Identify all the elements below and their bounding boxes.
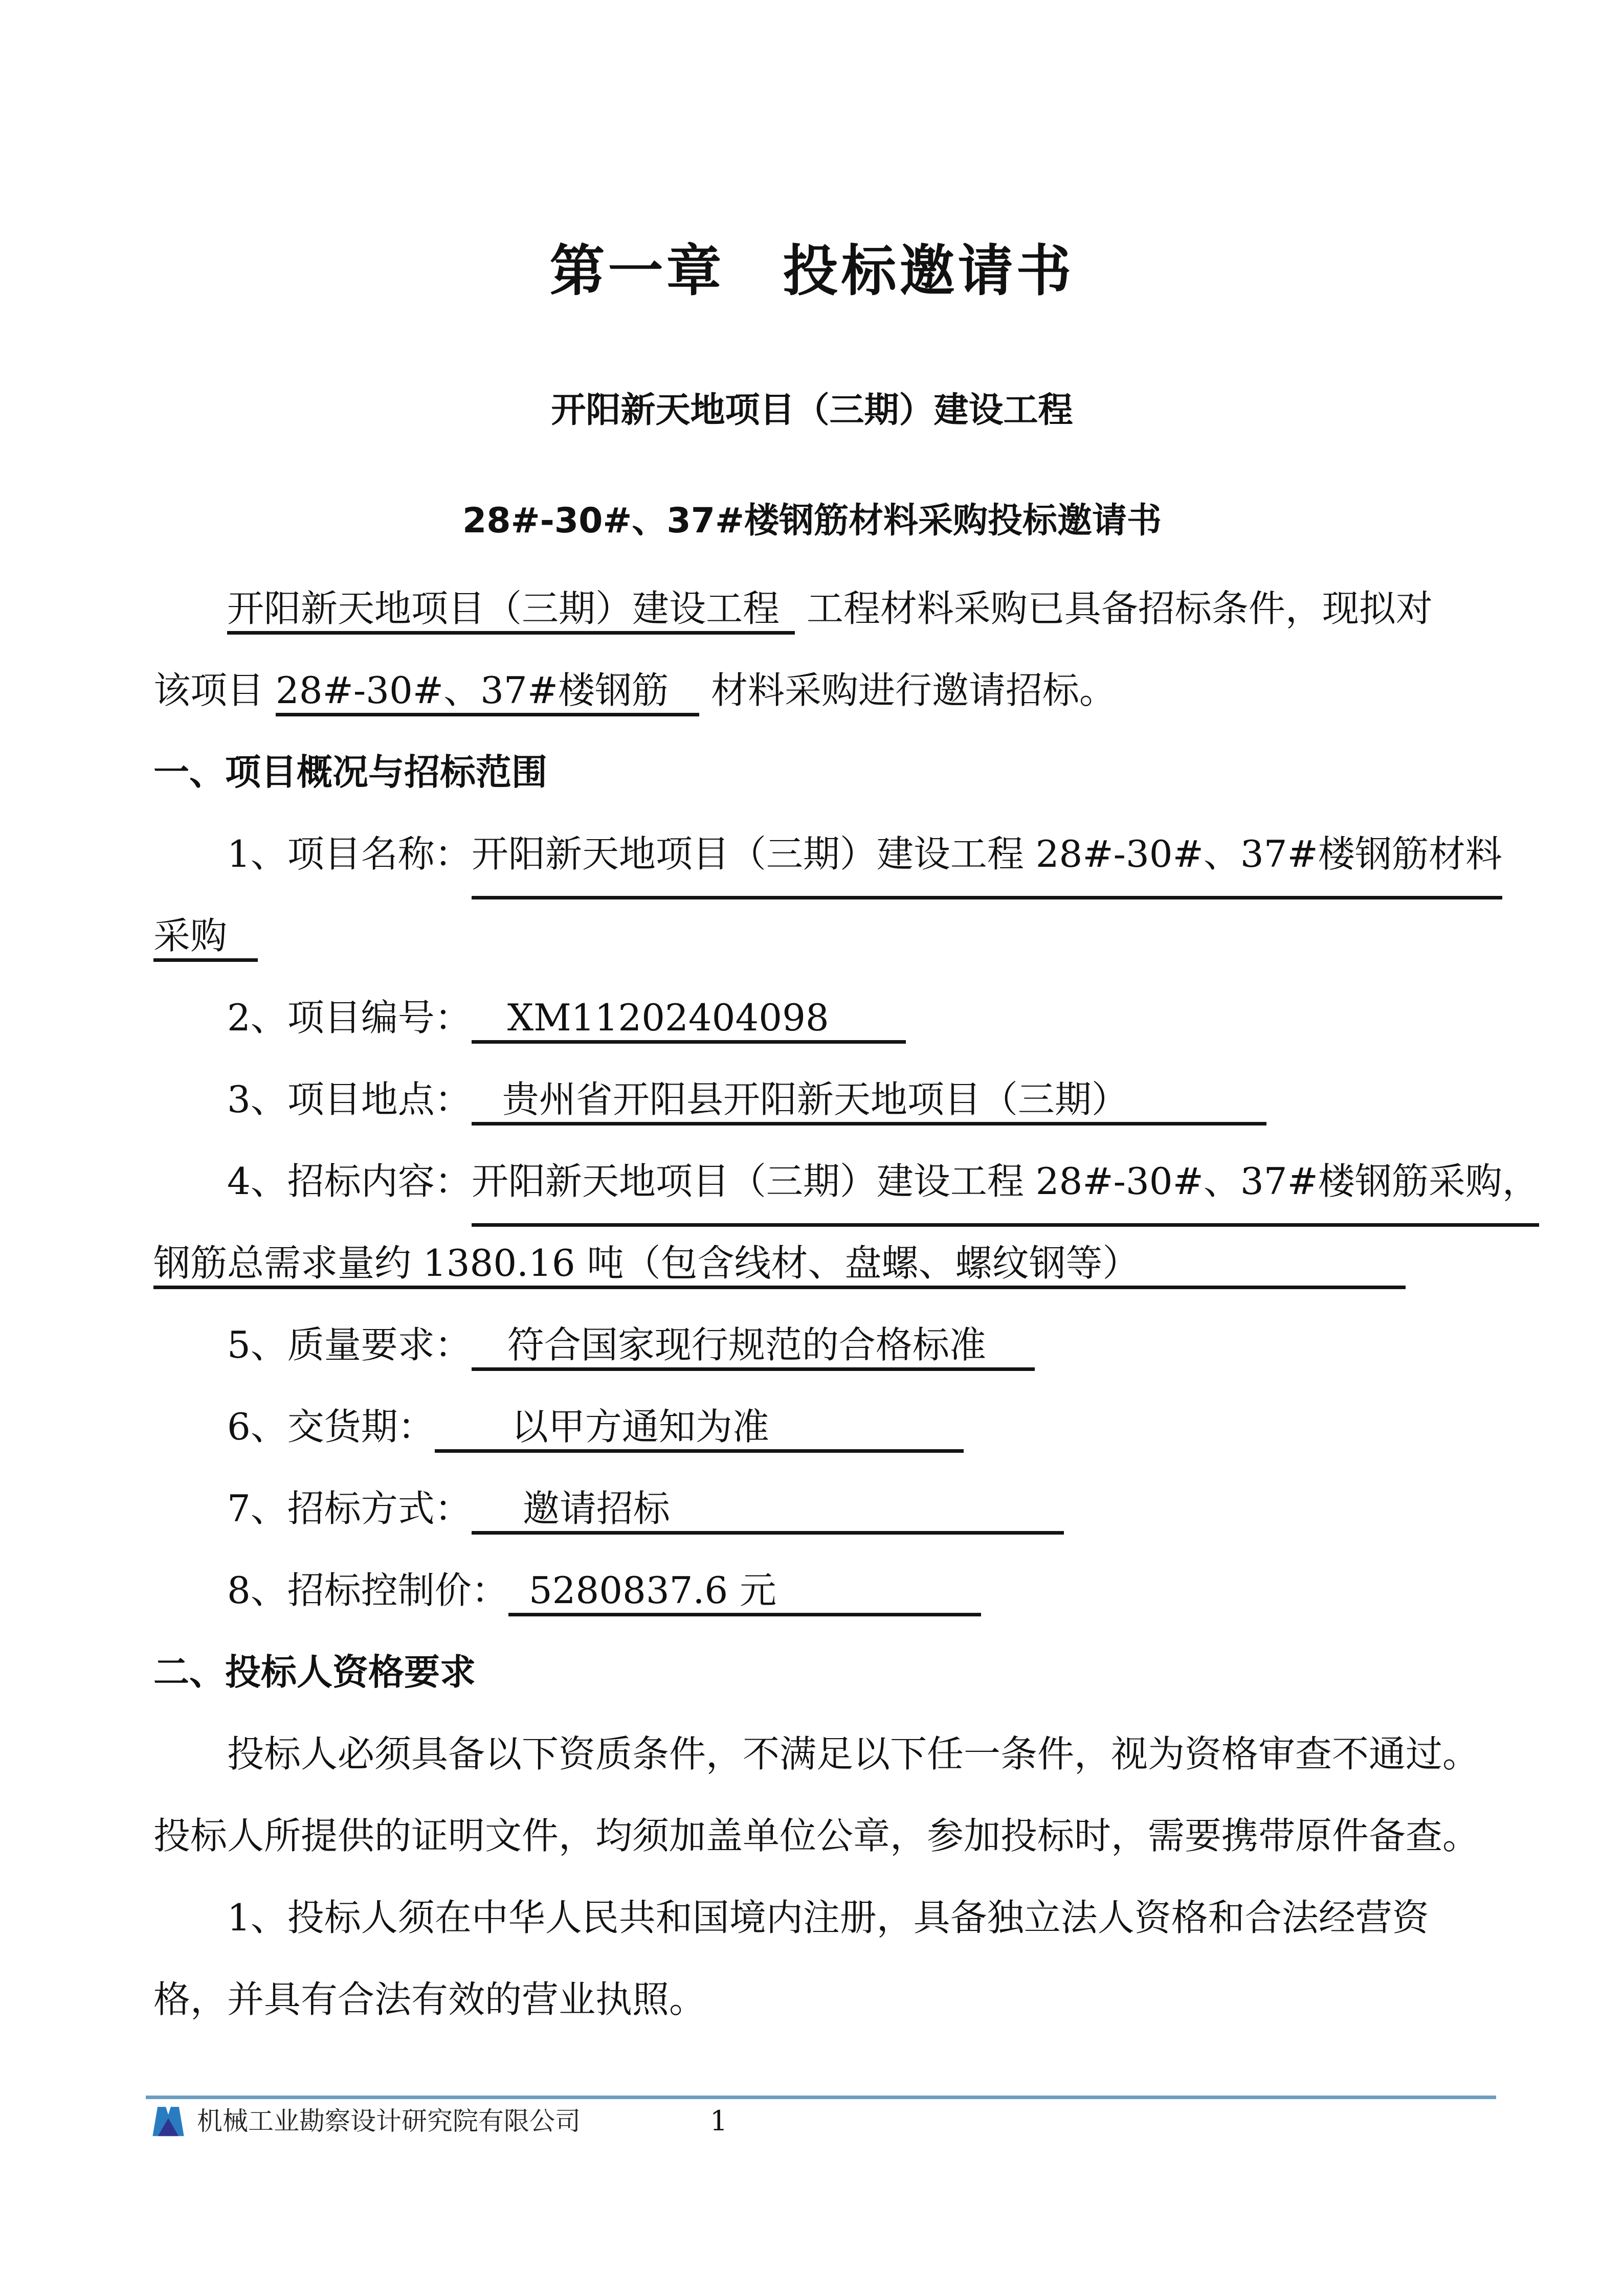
section2-para-line-2 [153, 1795, 1501, 1877]
para-text: 格，并具有合法有效的营业执照。 [153, 1978, 706, 2021]
blank-underline [472, 1520, 523, 1521]
section1-heading: 一、项目概况与招标范围 [153, 751, 547, 793]
blank-underline [769, 1438, 964, 1439]
intro-underlined-buildings: 28#-30#、37#楼钢筋 [276, 669, 699, 716]
item-value-underlined [472, 1078, 1266, 1126]
item-project-name [153, 813, 1501, 895]
item-delivery-date [153, 1386, 1501, 1468]
item-value: 邀请招标 [522, 1487, 670, 1530]
intro-line-1 [153, 568, 1501, 649]
blank-underline [508, 1602, 529, 1603]
page-number: 1 [710, 2105, 728, 2137]
item-value-underlined [435, 1405, 964, 1453]
item-label: 5、质量要求： [227, 1323, 472, 1366]
item-control-price [153, 1549, 1501, 1631]
item-label: 4、招标内容： [227, 1160, 472, 1203]
section2-heading: 二、投标人资格要求 [153, 1651, 476, 1693]
item-value: 以甲方通知为准 [511, 1405, 769, 1448]
page-footer [150, 2105, 581, 2137]
item-label: 6、交货期： [227, 1405, 435, 1448]
item-value: 钢筋总需求量约 1380.16 吨（包含线材、盘螺、螺纹钢等） [153, 1242, 1140, 1285]
item-value-underlined: 开阳新天地项目（三期）建设工程 28#-30#、37#楼钢筋材料 [472, 813, 1502, 899]
blank-underline [1128, 1111, 1266, 1112]
intro-line1-text: 工程材料采购已具备招标条件，现拟对 [795, 587, 1433, 630]
intro-line-2 [153, 649, 1501, 731]
item-value-underlined: 采购 [153, 914, 258, 962]
item-value-underlined [472, 1323, 1035, 1371]
blank-underline [829, 1029, 906, 1030]
item-value: XM11202404098 [507, 996, 829, 1039]
item-label: 1、项目名称： [227, 832, 472, 875]
para-text: 投标人所提供的证明文件，均须加盖单位公章，参加投标时，需要携带原件备查。 [153, 1814, 1480, 1857]
item-project-location [153, 1059, 1501, 1140]
company-logo-icon [150, 2105, 187, 2137]
item-project-name-continued [153, 895, 1501, 977]
project-subtitle: 开阳新天地项目（三期）建设工程 [551, 390, 1073, 431]
item-value: 符合国家现行规范的合格标准 [507, 1323, 986, 1366]
item-value: 5280837.6 元 [528, 1569, 777, 1612]
blank-underline [435, 1438, 511, 1439]
item-tender-content [153, 1140, 1539, 1222]
item-tender-method [153, 1468, 1501, 1549]
blank-underline [472, 1357, 507, 1358]
intro-underlined-project: 开阳新天地项目（三期）建设工程 [227, 587, 795, 635]
blank-underline [776, 1602, 981, 1603]
para-text: 投标人必须具备以下资质条件，不满足以下任一条件，视为资格审查不通过。 [227, 1732, 1480, 1775]
section2-item1-line-1 [153, 1877, 1501, 1959]
section2-para-line-1 [153, 1713, 1501, 1795]
item-value-underlined [472, 996, 906, 1044]
blank-underline [670, 1520, 1064, 1521]
blank-underline [472, 1029, 507, 1030]
blank-underline [986, 1357, 1035, 1358]
item-value-underlined: 开阳新天地项目（三期）建设工程 28#-30#、37#楼钢筋采购， [472, 1140, 1539, 1227]
para-text: 1、投标人须在中华人民共和国境内注册，具备独立法人资格和合法经营资 [227, 1896, 1429, 1939]
item-value-underlined [472, 1487, 1064, 1535]
footer-divider-line [146, 2096, 1496, 2099]
item-label: 2、项目编号： [227, 996, 472, 1039]
document-body [153, 568, 1539, 2040]
item-value: 贵州省开阳县开阳新天地项目（三期） [502, 1078, 1128, 1121]
item-label: 8、招标控制价： [227, 1569, 508, 1612]
intro-line2-text: 材料采购进行邀请招标。 [699, 669, 1116, 712]
footer-company-name: 机械工业勘察设计研究院有限公司 [197, 2106, 581, 2136]
item-value-underlined [153, 1242, 1406, 1289]
chapter-title: 第一章 投标邀请书 [549, 239, 1075, 303]
blank-underline [472, 1111, 502, 1112]
item-label: 3、项目地点： [227, 1078, 472, 1121]
blank-underline [1140, 1275, 1406, 1276]
item-project-number [153, 977, 1501, 1059]
item-value-underlined [508, 1569, 981, 1616]
document-subtitle: 28#-30#、37#楼钢筋材料采购投标邀请书 [462, 501, 1162, 541]
item-quality-requirement [153, 1304, 1501, 1386]
section2-item1-line-2 [153, 1959, 1501, 2040]
intro-line2-prefix: 该项目 [153, 669, 276, 712]
item-label: 7、招标方式： [227, 1487, 472, 1530]
item-tender-content-continued [153, 1222, 1501, 1304]
